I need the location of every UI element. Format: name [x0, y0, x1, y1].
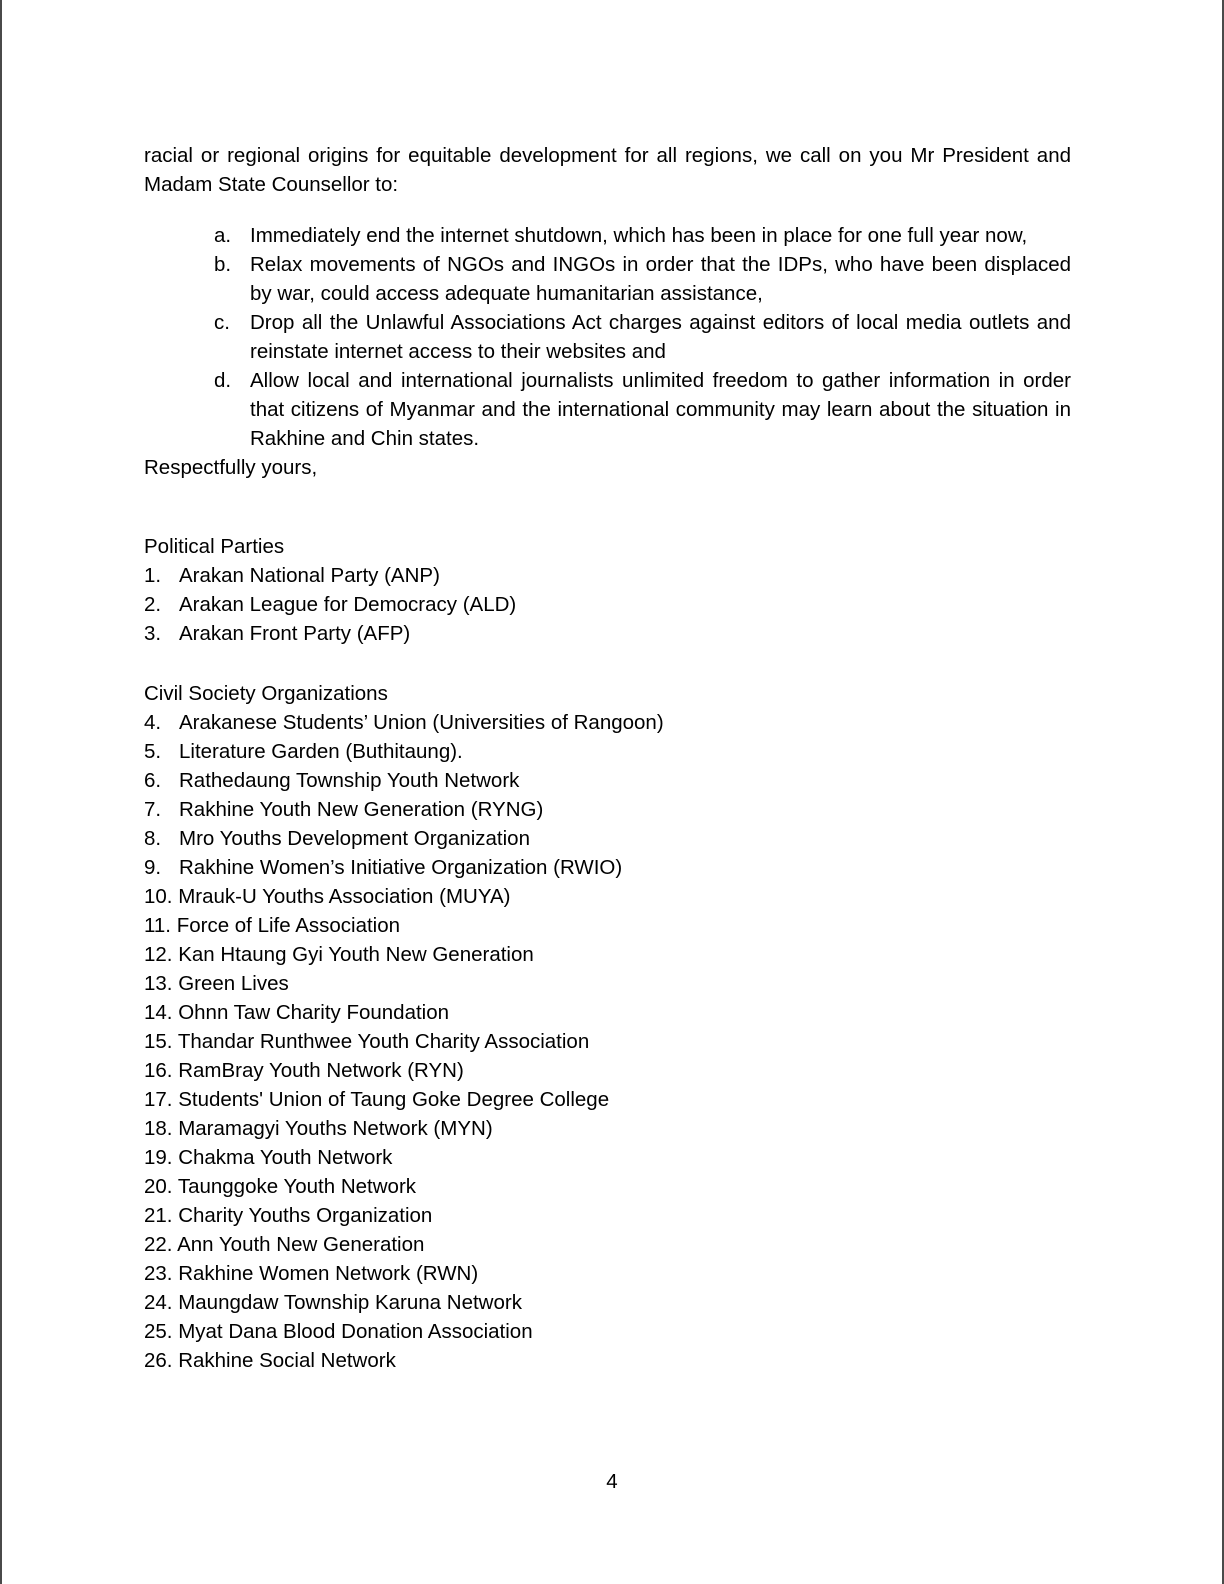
organization-name: Mrauk-U Youths Association (MUYA) — [178, 885, 511, 908]
demand-item — [144, 250, 1071, 308]
demand-item — [144, 366, 1071, 453]
organization-name: Arakan League for Democracy (ALD) — [179, 593, 517, 616]
list-item — [144, 590, 1071, 619]
list-item — [144, 795, 1071, 824]
demands-list — [144, 221, 1071, 453]
political-parties-section — [144, 532, 1071, 648]
demand-marker: b. — [214, 253, 232, 276]
list-item — [144, 998, 1071, 1027]
list-item — [144, 1288, 1071, 1317]
organization-name: Arakan National Party (ANP) — [179, 564, 440, 587]
list-item — [144, 1259, 1071, 1288]
civil-society-list — [144, 708, 1071, 1375]
organization-name: Myat Dana Blood Donation Association — [178, 1320, 533, 1343]
organization-name: Rakhine Women’s Initiative Organization (RWIO) — [179, 856, 623, 879]
item-number: 13. — [144, 972, 173, 995]
list-item — [144, 1346, 1071, 1375]
civil-society-section — [144, 679, 1071, 1375]
demand-marker: a. — [214, 224, 232, 247]
item-number: 15. — [144, 1030, 173, 1053]
demand-text: Drop all the Unlawful Associations Act charges against editors of local media outlets and reinstate internet access to their websites and — [250, 311, 1071, 363]
list-item — [144, 969, 1071, 998]
organization-name: Chakma Youth Network — [178, 1146, 393, 1169]
item-number: 6. — [144, 769, 162, 792]
organization-name: Charity Youths Organization — [178, 1204, 433, 1227]
organization-name: Thandar Runthwee Youth Charity Association — [177, 1030, 590, 1053]
list-item — [144, 882, 1071, 911]
list-item — [144, 1317, 1071, 1346]
organization-name: Arakanese Students’ Union (Universities of Rangoon) — [179, 711, 664, 734]
item-number: 17. — [144, 1088, 173, 1111]
page-number: 4 — [606, 1470, 618, 1493]
list-item — [144, 708, 1071, 737]
item-number: 8. — [144, 827, 162, 850]
demand-text: Immediately end the internet shutdown, which has been in place for one full year now, — [250, 224, 1028, 247]
item-number: 9. — [144, 856, 162, 879]
list-item — [144, 561, 1071, 590]
item-number: 22. — [144, 1233, 173, 1256]
organization-name: Kan Htaung Gyi Youth New Generation — [178, 943, 534, 966]
list-item — [144, 911, 1071, 940]
item-number: 14. — [144, 1001, 173, 1024]
closing-salutation: Respectfully yours, — [144, 456, 318, 479]
item-number: 11. — [144, 914, 171, 937]
item-number: 26. — [144, 1349, 173, 1372]
organization-name: Rakhine Social Network — [178, 1349, 396, 1372]
item-number: 16. — [144, 1059, 173, 1082]
item-number: 19. — [144, 1146, 173, 1169]
organization-name: Ohnn Taw Charity Foundation — [178, 1001, 450, 1024]
list-item — [144, 1201, 1071, 1230]
section-heading: Political Parties — [144, 535, 285, 558]
item-number: 24. — [144, 1291, 173, 1314]
organization-name: Taunggoke Youth Network — [177, 1175, 417, 1198]
political-parties-list — [144, 561, 1071, 648]
item-number: 2. — [144, 593, 162, 616]
organization-name: Mro Youths Development Organization — [179, 827, 530, 850]
item-number: 23. — [144, 1262, 173, 1285]
list-item — [144, 1114, 1071, 1143]
demand-marker: c. — [214, 311, 230, 334]
document-body — [144, 141, 1071, 1375]
organization-name: RamBray Youth Network (RYN) — [178, 1059, 464, 1082]
item-number: 3. — [144, 622, 162, 645]
organization-name: Rathedaung Township Youth Network — [179, 769, 520, 792]
item-number: 1. — [144, 564, 162, 587]
list-item — [144, 1143, 1071, 1172]
demand-item — [144, 308, 1071, 366]
organization-name: Rakhine Women Network (RWN) — [178, 1262, 479, 1285]
demand-text: Allow local and international journalists unlimited freedom to gather information in order that citizens of Myanmar and the international community may learn about the situation in Rakhine and Chin states. — [250, 369, 1071, 450]
item-number: 7. — [144, 798, 162, 821]
list-item — [144, 1027, 1071, 1056]
page-border-left — [0, 0, 2, 1584]
item-number: 21. — [144, 1204, 173, 1227]
intro-paragraph: racial or regional origins for equitable development for all regions, we call on you Mr President and Madam State Counsellor to: — [144, 144, 1071, 196]
list-item — [144, 1230, 1071, 1259]
organization-name: Maramagyi Youths Network (MYN) — [178, 1117, 493, 1140]
list-item — [144, 1085, 1071, 1114]
item-number: 20. — [144, 1175, 173, 1198]
item-number: 10. — [144, 885, 173, 908]
organization-name: Ann Youth New Generation — [177, 1233, 425, 1256]
item-number: 12. — [144, 943, 173, 966]
organization-name: Green Lives — [178, 972, 289, 995]
list-item — [144, 940, 1071, 969]
organization-name: Arakan Front Party (AFP) — [179, 622, 411, 645]
demand-text: Relax movements of NGOs and INGOs in order that the IDPs, who have been displaced by war, could access adequate humanitarian assistance, — [250, 253, 1071, 305]
demand-marker: d. — [214, 369, 232, 392]
organization-name: Literature Garden (Buthitaung). — [179, 740, 463, 763]
item-number: 25. — [144, 1320, 173, 1343]
organization-name: Force of Life Association — [176, 914, 401, 937]
section-heading: Civil Society Organizations — [144, 682, 388, 705]
item-number: 4. — [144, 711, 162, 734]
list-item — [144, 766, 1071, 795]
item-number: 18. — [144, 1117, 173, 1140]
list-item — [144, 619, 1071, 648]
list-item — [144, 853, 1071, 882]
list-item — [144, 1056, 1071, 1085]
organization-name: Maungdaw Township Karuna Network — [178, 1291, 522, 1314]
item-number: 5. — [144, 740, 162, 763]
list-item — [144, 737, 1071, 766]
list-item — [144, 824, 1071, 853]
organization-name: Rakhine Youth New Generation (RYNG) — [179, 798, 544, 821]
demand-item — [144, 221, 1071, 250]
organization-name: Students' Union of Taung Goke Degree College — [178, 1088, 610, 1111]
list-item — [144, 1172, 1071, 1201]
